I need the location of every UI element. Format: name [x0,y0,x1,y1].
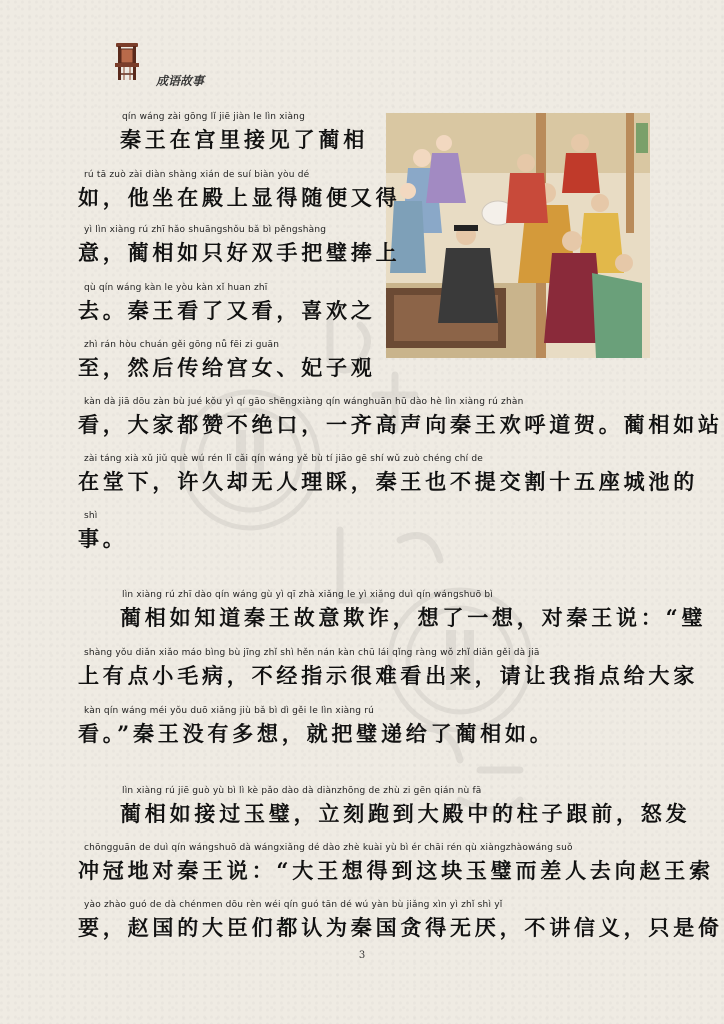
pinyin-annotation: kàn dà jiā dōu zàn bù jué kǒu yì qí gāo shēngxiàng qín wánghuān hū dào hè lìn xiàng rú zhàn [84,397,524,407]
chair-logo-icon [110,40,144,82]
series-label: 成语故事 [156,74,205,88]
chinese-text: 如，他坐在殿上显得随便又得 [78,185,401,210]
publisher-watermark [160,300,600,860]
pinyin-annotation: qù qín wáng kàn le yòu kàn xǐ huan zhī [84,283,268,293]
chinese-text: 意，蔺相如只好双手把璧捧上 [78,240,401,265]
pinyin-annotation: yào zhào guó de dà chénmen dōu rèn wéi qín guó tān dé wú yàn bù jiǎng xìn yì zhǐ shì yǐ [84,900,503,910]
chinese-text: 看。”秦王没有多想，就把璧递给了蔺相如。 [78,721,555,746]
chinese-text: 事。 [78,526,128,551]
page-number: 3 [358,950,366,961]
chinese-text: 蔺相如接过玉璧，立刻跑到大殿中的柱子跟前，怒发 [120,801,691,826]
chinese-text: 秦王在宫里接见了蔺相 [120,127,368,152]
chinese-text: 蔺相如知道秦王故意欺诈，想了一想，对秦王说：“璧 [120,605,707,630]
chinese-text: 在堂下，许久却无人理睬，秦王也不提交割十五座城池的 [78,469,698,494]
chinese-text: 去。秦王看了又看，喜欢之 [78,298,376,323]
pinyin-annotation: lìn xiàng rú zhī dào qín wáng gù yì qī zhà xiǎng le yì xiǎng duì qín wángshuō bì [122,590,493,600]
pinyin-annotation: shì [84,511,98,521]
chinese-text: 上有点小毛病，不经指示很难看出来，请让我指点给大家 [78,663,698,688]
pinyin-annotation: chōngguān de duì qín wángshuō dà wángxiǎng dé dào zhè kuài yù bì ér chāi rén qù xiàngzhàowáng suǒ [84,843,573,853]
pinyin-annotation: qín wáng zài gōng lǐ jiē jiàn le lìn xiàng [122,112,305,122]
chinese-text: 冲冠地对秦王说：“大王想得到这块玉璧而差人去向赵王索 [78,858,714,883]
pinyin-annotation: kàn qín wáng méi yǒu duō xiǎng jiù bǎ bì dì gěi le lìn xiàng rú [84,706,375,716]
pinyin-annotation: zhì rán hòu chuán gěi gōng nǚ fēi zi guān [84,340,280,350]
pinyin-annotation: zài táng xià xǔ jiǔ què wú rén lǐ cǎi qín wáng yě bù tí jiāo gē shí wǔ zuò chéng chí de [84,454,484,464]
page-header [110,40,250,90]
pinyin-annotation: rú tā zuò zài diàn shàng xián de suí biàn yòu dé [84,170,310,180]
chinese-text: 要，赵国的大臣们都认为秦国贪得无厌，不讲信义，只是倚 [78,915,723,940]
pinyin-annotation: lìn xiàng rú jiē guò yù bì lì kè pǎo dào dà diànzhōng de zhù zi gēn qián nù fā [122,786,482,796]
pinyin-annotation: yì lìn xiàng rú zhī hǎo shuāngshǒu bǎ bì pěngshàng [84,225,327,235]
pinyin-annotation: shàng yǒu diǎn xiǎo máo bìng bù jīng zhǐ shì hěn nán kàn chū lái qǐng ràng wǒ zhǐ diǎn gěi dà jiā [84,648,540,658]
chinese-text: 至，然后传给宫女、妃子观 [78,355,376,380]
chinese-text: 看，大家都赞不绝口，一齐高声向秦王欢呼道贺。蔺相如站 [78,412,723,437]
